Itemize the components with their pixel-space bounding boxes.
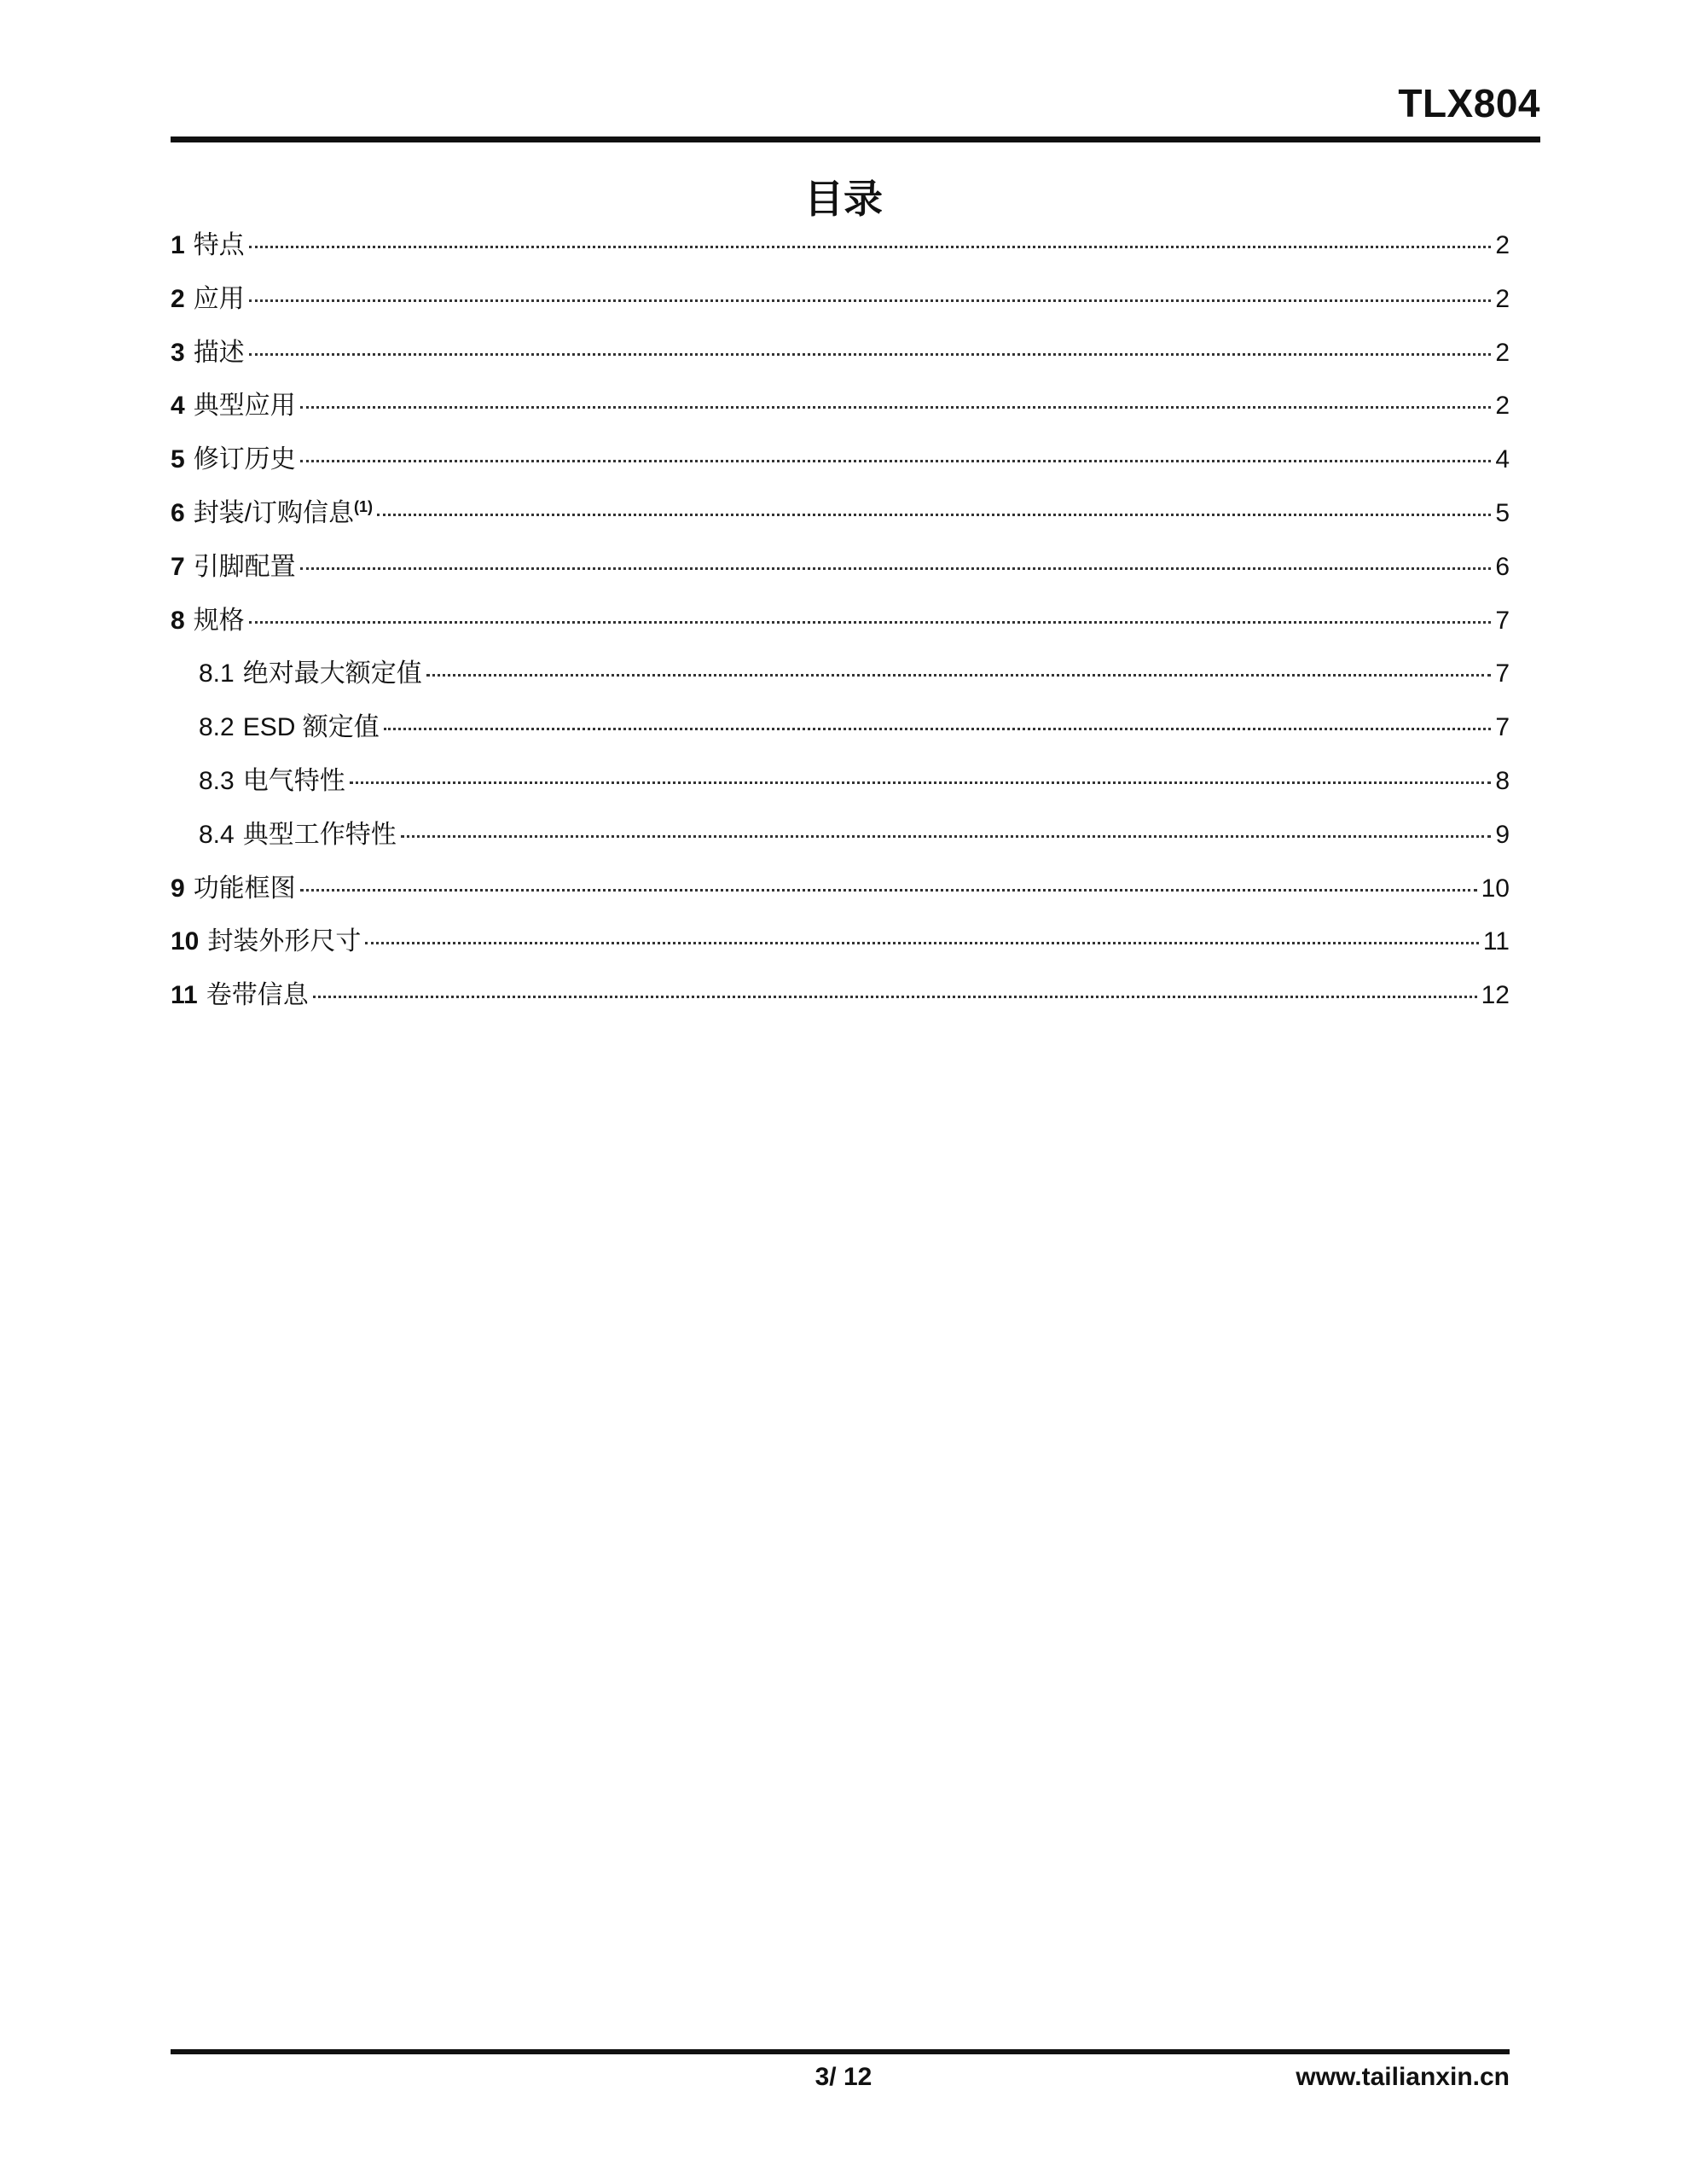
toc-entry-page: 7 [1495,659,1510,688]
toc-entry-label [194,601,245,642]
toc-entry-page: 9 [1495,820,1510,849]
toc-entry-number: 8.2 [199,713,235,742]
toc-entry[interactable] [171,488,1510,542]
toc-entry-page: 10 [1481,874,1510,903]
toc-entry-number: 9 [171,874,185,903]
toc-dot-leader [249,246,1492,248]
toc-entry[interactable] [171,434,1510,488]
toc-entry-page: 2 [1495,392,1510,421]
toc-entry-label-text: 描述 [193,338,245,367]
toc-dot-leader [300,889,1477,892]
footer-divider [171,2049,1510,2054]
toc-entry[interactable] [171,380,1510,434]
toc-dot-leader [313,996,1477,998]
toc-entry-label [207,921,361,962]
toc-entry-page: 11 [1482,927,1510,956]
toc-entry-number: 8.1 [199,659,235,688]
toc-entry-page: 6 [1495,552,1510,581]
toc-entry-page: 5 [1495,498,1510,527]
toc-entry-label-text: 绝对最大额定值 [242,659,422,688]
toc-entry-label-text: 特点 [193,231,245,259]
toc-entry-label-text: 封装/订购信息 [193,498,355,527]
toc-dot-leader [350,781,1492,784]
toc-entry-number: 8 [171,606,185,635]
toc-entry-footnote-marker: (1) [354,497,374,515]
toc-entry-page: 2 [1495,338,1510,367]
page-number: 3/ 12 [815,2063,872,2091]
toc-entry-page: 4 [1495,445,1510,474]
toc-entry-label-text: 引脚配置 [193,552,296,581]
toc-entry-label-text: 封装外形尺寸 [207,927,362,956]
toc-entry-label-text: 功能框图 [193,874,296,903]
toc-entry[interactable] [171,863,1510,917]
toc-entry-label [194,386,296,427]
toc-dot-leader [384,728,1492,730]
toc-entry-label [194,547,296,588]
toc-entry-label [194,333,245,374]
website-link[interactable]: www.tailianxin.cn [1296,2063,1510,2091]
toc-entry-page: 7 [1495,713,1510,742]
header-divider [171,136,1540,142]
toc-entry-page: 7 [1495,606,1510,635]
toc-entry-label [206,975,309,1016]
toc-entry-number: 7 [171,552,185,581]
toc-entry[interactable] [171,274,1510,328]
toc-entry[interactable] [171,595,1510,649]
toc-entry-label [243,815,397,856]
toc-entry-label-text: 电气特性 [242,766,345,795]
toc-entry-number: 4 [171,392,185,421]
toc-title: 目录 [804,177,883,221]
toc-entry-label [194,868,296,909]
toc-entry-number: 11 [171,981,198,1010]
toc-dot-leader [249,353,1492,356]
toc-entry-page: 2 [1495,284,1510,313]
toc-entry[interactable] [171,756,1510,810]
toc-entry-label [194,279,245,320]
toc-dot-leader [365,942,1478,944]
toc-dot-leader [377,514,1491,516]
toc-entry-label-text: 修订历史 [193,445,296,474]
table-of-contents [171,220,1510,1024]
toc-dot-leader [300,567,1492,570]
toc-entry-label [194,493,373,534]
toc-entry[interactable] [171,810,1510,863]
toc-entry-number: 1 [171,231,185,259]
toc-dot-leader [300,406,1492,409]
toc-entry[interactable] [171,220,1510,274]
toc-entry-label-text: ESD 额定值 [242,713,380,742]
toc-entry-number: 6 [171,498,185,527]
toc-entry-number: 10 [171,927,200,956]
toc-entry-page: 2 [1495,231,1510,259]
toc-dot-leader [249,621,1492,624]
toc-entry[interactable] [171,916,1510,970]
toc-dot-leader [300,460,1492,462]
toc-entry-number: 8.4 [199,820,235,849]
toc-entry-label-text: 典型工作特性 [242,820,397,849]
toc-entry-label [194,439,296,480]
toc-entry-label [194,225,245,266]
toc-entry-label [243,707,380,748]
toc-entry-label-text: 应用 [193,284,245,313]
toc-entry[interactable] [171,702,1510,756]
toc-entry-number: 3 [171,338,185,367]
toc-entry[interactable] [171,648,1510,702]
toc-entry-number: 5 [171,445,185,474]
toc-entry[interactable] [171,970,1510,1024]
toc-entry[interactable] [171,328,1510,381]
toc-entry[interactable] [171,542,1510,595]
toc-entry-label-text: 规格 [193,606,245,635]
toc-entry-label [243,653,422,694]
toc-entry-page: 8 [1495,766,1510,795]
toc-entry-number: 2 [171,284,185,313]
document-id: TLX804 [1398,81,1540,125]
toc-dot-leader [401,835,1492,838]
toc-entry-page: 12 [1481,981,1510,1010]
toc-entry-label-text: 卷带信息 [206,981,309,1010]
toc-entry-number: 8.3 [199,766,235,795]
toc-dot-leader [249,299,1492,302]
toc-entry-label-text: 典型应用 [193,392,296,421]
toc-entry-label [243,761,345,802]
toc-dot-leader [426,674,1492,677]
